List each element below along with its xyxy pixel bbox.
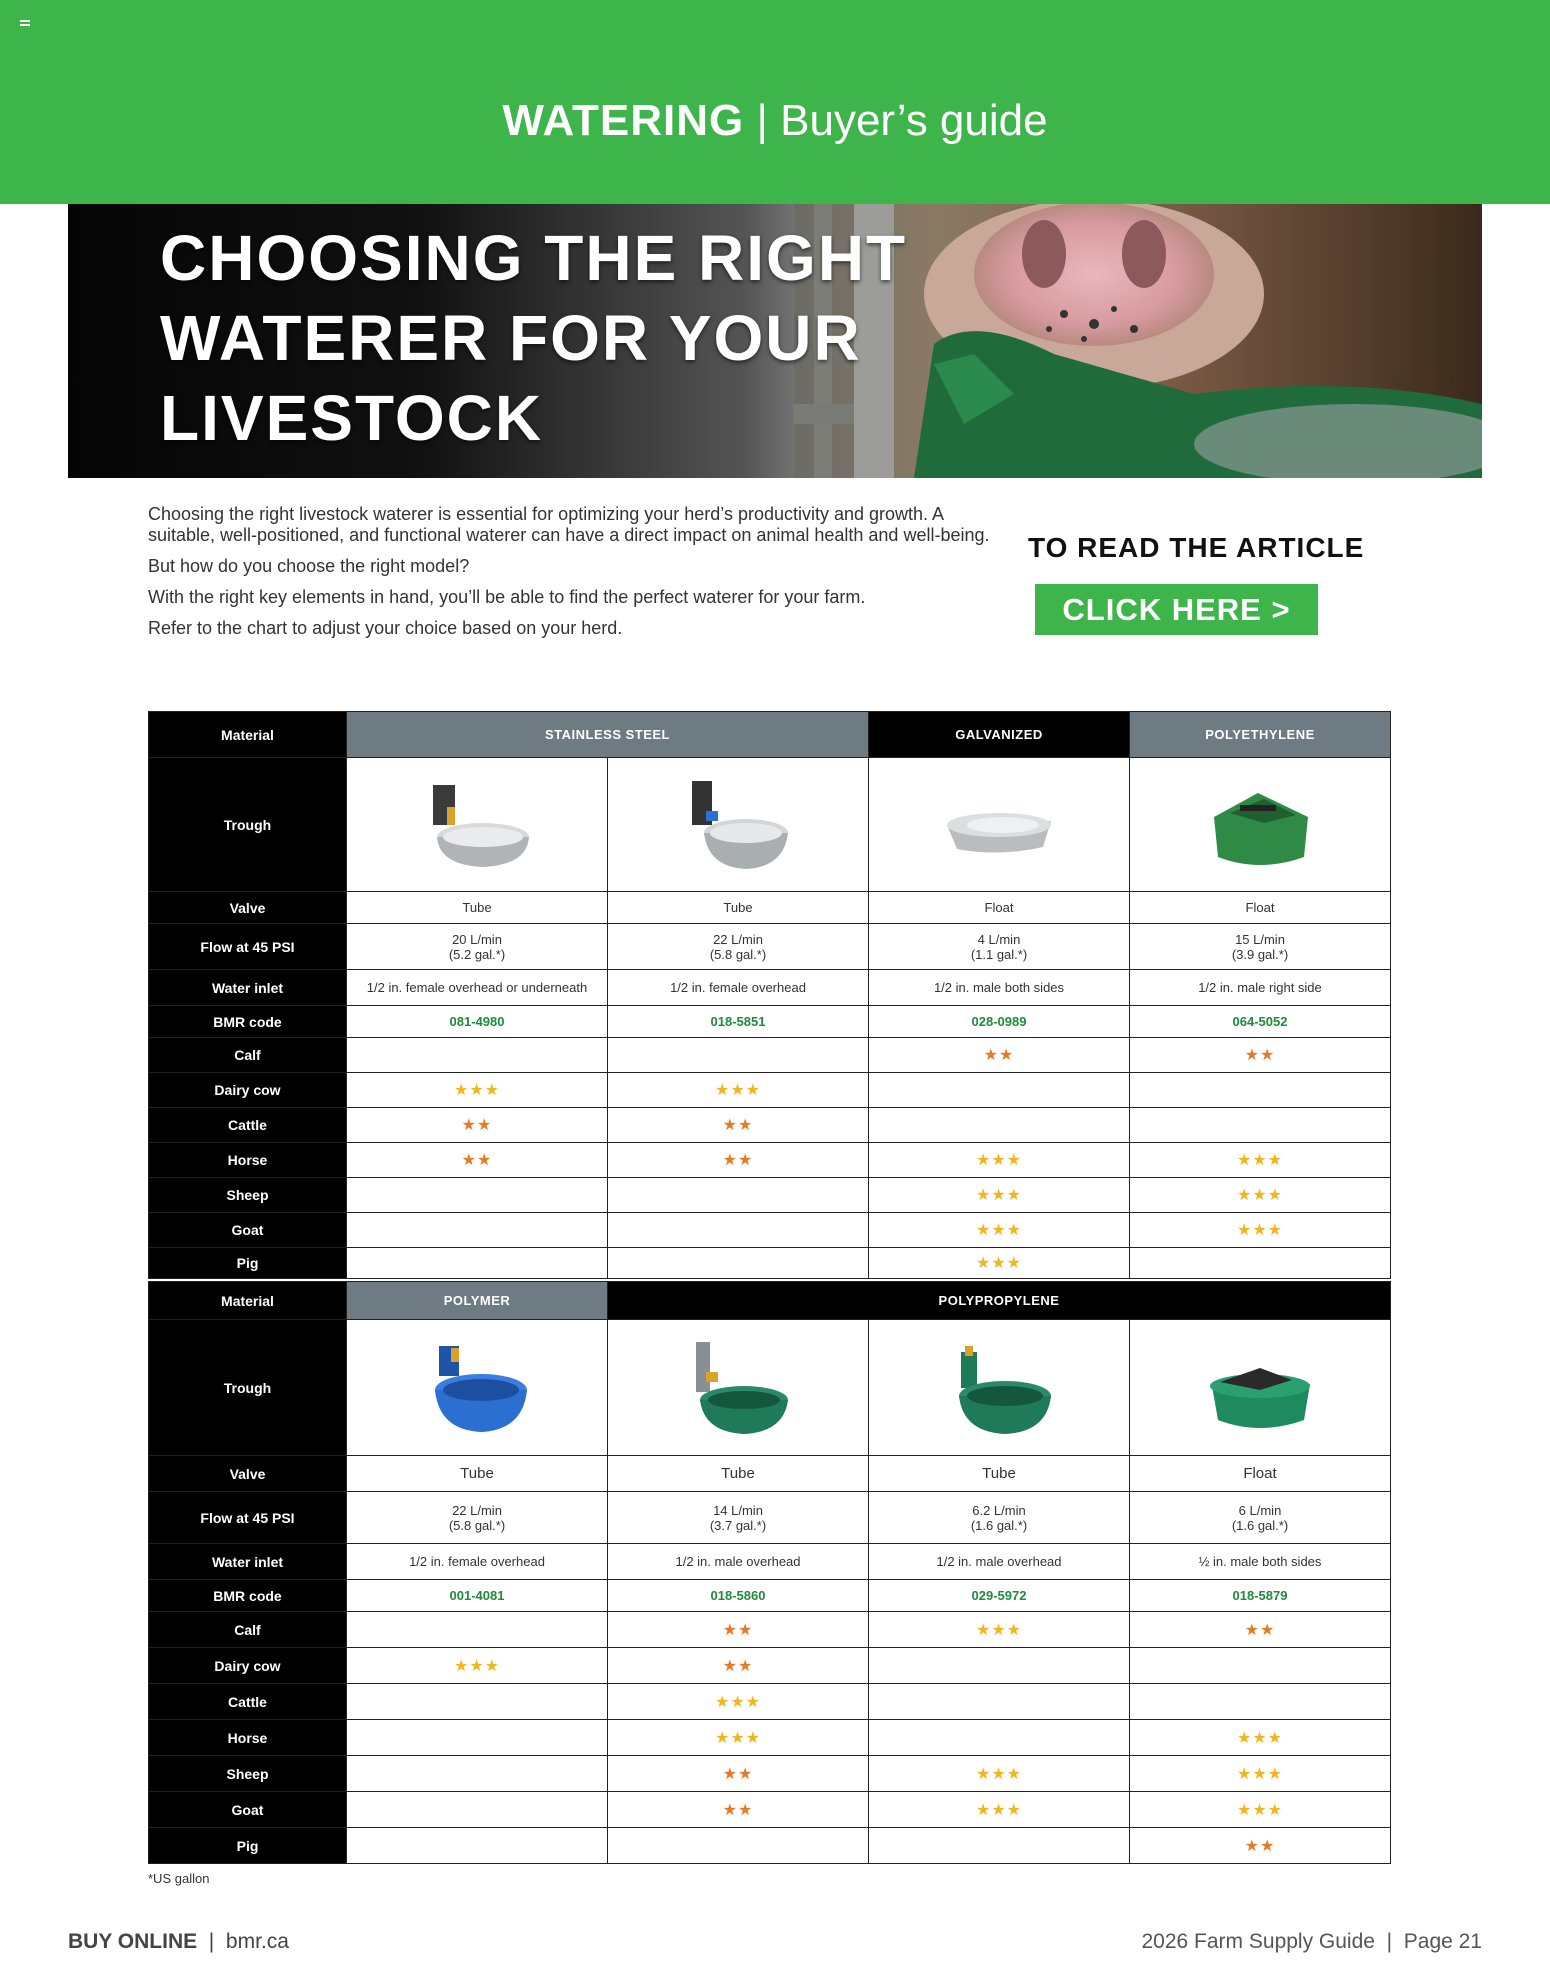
title-separator: | <box>744 96 781 145</box>
star-rating-icon: ★★★ <box>453 1082 501 1099</box>
section-name: WATERING <box>502 96 745 145</box>
flow-row <box>149 924 1391 970</box>
rating-cell <box>1130 1612 1391 1648</box>
trough-image-cell <box>869 1320 1130 1456</box>
stainless-bowl-081-4980-image <box>417 777 537 873</box>
flow-row <box>149 1492 1391 1544</box>
intro-paragraph-3: With the right key elements in hand, you’ll be able to find the perfect waterer for your farm. <box>148 587 866 607</box>
rating-cell <box>347 1720 608 1756</box>
rating-cell <box>347 1248 608 1279</box>
row-label-calf: Calf <box>149 1038 347 1073</box>
bmr-code-link[interactable]: 064-5052 <box>1130 1006 1391 1038</box>
inlet-row <box>149 1544 1391 1580</box>
rating-row-goat <box>149 1213 1391 1248</box>
rating-cell <box>869 1213 1130 1248</box>
trough-image-cell <box>869 758 1130 892</box>
rating-row-horse <box>149 1143 1391 1178</box>
valve-cell: Tube <box>347 1456 608 1492</box>
valve-cell: Tube <box>869 1456 1130 1492</box>
star-rating-icon: ★★ <box>722 1621 754 1639</box>
trough-image-cell <box>1130 758 1391 892</box>
row-label-valve: Valve <box>149 1456 347 1492</box>
row-label-pig: Pig <box>149 1248 347 1279</box>
star-rating-icon: ★★★ <box>1236 1765 1284 1783</box>
rating-row-sheep <box>149 1178 1391 1213</box>
section-subtitle: Buyer’s guide <box>780 96 1048 145</box>
star-rating-icon: ★★ <box>461 1117 493 1134</box>
row-label-dairy: Dairy cow <box>149 1648 347 1684</box>
rating-row-pig <box>149 1248 1391 1279</box>
rating-cell <box>869 1143 1130 1178</box>
rating-row-dairy <box>149 1648 1391 1684</box>
flow-cell <box>347 1492 608 1544</box>
material-polypropylene: POLYPROPYLENE <box>608 1282 1391 1320</box>
rating-cell <box>1130 1684 1391 1720</box>
flow-gal: (5.8 gal.*) <box>709 946 767 962</box>
row-label-goat: Goat <box>149 1213 347 1248</box>
material-galvanized: GALVANIZED <box>869 712 1130 758</box>
rating-cell <box>608 1248 869 1279</box>
rating-cell <box>608 1038 869 1073</box>
rating-row-cattle <box>149 1684 1391 1720</box>
star-rating-icon: ★★★ <box>975 1187 1023 1204</box>
row-label-calf: Calf <box>149 1612 347 1648</box>
row-label-cattle: Cattle <box>149 1108 347 1143</box>
rating-row-calf <box>149 1612 1391 1648</box>
rating-cell <box>347 1612 608 1648</box>
bmr-code-link[interactable]: 028-0989 <box>869 1006 1130 1038</box>
star-rating-icon: ★★★ <box>975 1255 1023 1272</box>
rating-cell <box>347 1684 608 1720</box>
star-rating-icon: ★★ <box>1244 1621 1276 1639</box>
rating-cell <box>347 1792 608 1828</box>
row-label-inlet: Water inlet <box>149 1544 347 1580</box>
flow-gal: (1.6 gal.*) <box>970 1517 1028 1533</box>
flow-gal: (3.9 gal.*) <box>1231 946 1289 962</box>
rating-row-cattle <box>149 1108 1391 1143</box>
intro-paragraph-2: But how do you choose the right model? <box>148 556 470 576</box>
flow-cell <box>869 1492 1130 1544</box>
rating-cell <box>869 1073 1130 1108</box>
rating-cell <box>1130 1648 1391 1684</box>
material-polyethylene: POLYETHYLENE <box>1130 712 1391 758</box>
rating-cell <box>869 1612 1130 1648</box>
polypropylene-bowl-018-5860-image <box>678 1338 798 1438</box>
rating-cell <box>1130 1248 1391 1279</box>
hero-title-line-3: LIVESTOCK <box>160 382 544 454</box>
valve-cell: Tube <box>608 892 869 924</box>
flow-gal: (1.6 gal.*) <box>1231 1517 1289 1533</box>
trough-image-cell <box>608 1320 869 1456</box>
row-label-flow: Flow at 45 PSI <box>149 924 347 970</box>
click-here-button[interactable]: CLICK HERE > <box>1035 584 1318 635</box>
rating-cell <box>608 1108 869 1143</box>
star-rating-icon: ★★★ <box>1236 1729 1284 1747</box>
flow-cell <box>1130 924 1391 970</box>
star-rating-icon: ★★★ <box>975 1621 1023 1639</box>
trough-image-cell <box>608 758 869 892</box>
valve-cell: Float <box>1130 892 1391 924</box>
valve-cell: Float <box>869 892 1130 924</box>
star-rating-icon: ★★★ <box>975 1222 1023 1239</box>
flow-gal: (5.2 gal.*) <box>448 946 506 962</box>
galvanized-bowl-028-0989-image <box>939 777 1059 873</box>
flow-cell <box>869 924 1130 970</box>
flow-gal: (5.8 gal.*) <box>448 1517 506 1533</box>
bmr-code-link[interactable]: 029-5972 <box>869 1580 1130 1612</box>
inlet-cell: ½ in. male both sides <box>1130 1544 1391 1580</box>
inlet-cell: 1/2 in. male overhead <box>869 1544 1130 1580</box>
code-row <box>149 1580 1391 1612</box>
rating-cell <box>1130 1143 1391 1178</box>
flow-gal: (1.1 gal.*) <box>970 946 1028 962</box>
hero-banner <box>68 204 1482 478</box>
star-rating-icon: ★★ <box>722 1801 754 1819</box>
footer-left <box>68 1930 289 1954</box>
rating-cell <box>1130 1108 1391 1143</box>
polypropylene-bowl-029-5972-image <box>939 1338 1059 1438</box>
star-rating-icon: ★★ <box>722 1152 754 1169</box>
row-label-code: BMR code <box>149 1006 347 1038</box>
rating-cell <box>1130 1756 1391 1792</box>
flow-lpm: 20 L/min <box>452 931 502 947</box>
material-stainless-steel: STAINLESS STEEL <box>347 712 869 758</box>
rating-cell <box>1130 1792 1391 1828</box>
flow-lpm: 6 L/min <box>1238 1502 1282 1518</box>
flow-cell <box>608 1492 869 1544</box>
row-label-horse: Horse <box>149 1720 347 1756</box>
intro-paragraph-1: Choosing the right livestock waterer is essential for optimizing your herd’s productivity and growth. A suitable, well-positioned, and functional waterer can have a direct impact on animal health and well-being. <box>148 504 990 545</box>
inlet-cell: 1/2 in. female overhead or underneath <box>347 970 608 1006</box>
rating-row-goat <box>149 1792 1391 1828</box>
rating-cell <box>347 1828 608 1864</box>
inlet-cell: 1/2 in. male both sides <box>869 970 1130 1006</box>
flow-cell <box>1130 1492 1391 1544</box>
material-row <box>149 1282 1391 1320</box>
flow-cell <box>608 924 869 970</box>
rating-row-pig <box>149 1828 1391 1864</box>
rating-cell <box>347 1073 608 1108</box>
star-rating-icon: ★★ <box>1244 1047 1276 1064</box>
rating-cell <box>869 1792 1130 1828</box>
row-label-trough: Trough <box>149 1320 347 1456</box>
row-label-sheep: Sheep <box>149 1756 347 1792</box>
inlet-row <box>149 970 1391 1006</box>
inlet-cell: 1/2 in. male right side <box>1130 970 1391 1006</box>
flow-gal: (3.7 gal.*) <box>709 1517 767 1533</box>
star-rating-icon: ★★ <box>722 1117 754 1134</box>
polyethylene-bowl-064-5052-image <box>1200 777 1320 873</box>
flow-lpm: 14 L/min <box>713 1502 763 1518</box>
rating-cell <box>1130 1038 1391 1073</box>
flow-lpm: 22 L/min <box>452 1502 502 1518</box>
row-label-dairy: Dairy cow <box>149 1073 347 1108</box>
row-label-code: BMR code <box>149 1580 347 1612</box>
star-rating-icon: ★★★ <box>714 1693 762 1711</box>
row-label-inlet: Water inlet <box>149 970 347 1006</box>
bmr-code-link[interactable]: 081-4980 <box>347 1006 608 1038</box>
code-row <box>149 1006 1391 1038</box>
rating-cell <box>608 1143 869 1178</box>
flow-cell <box>347 924 608 970</box>
rating-cell <box>869 1648 1130 1684</box>
rating-cell <box>608 1213 869 1248</box>
rating-cell <box>347 1178 608 1213</box>
rating-cell <box>347 1108 608 1143</box>
row-label-trough: Trough <box>149 758 347 892</box>
flow-lpm: 22 L/min <box>713 931 763 947</box>
rating-cell <box>1130 1720 1391 1756</box>
bmr-code-link[interactable]: 018-5851 <box>608 1006 869 1038</box>
trough-image-cell <box>347 758 608 892</box>
rating-cell <box>869 1038 1130 1073</box>
website-link[interactable]: | bmr.ca <box>197 1930 289 1953</box>
rating-cell <box>608 1612 869 1648</box>
page-info: 2026 Farm Supply Guide | Page 21 <box>1141 1930 1482 1953</box>
rating-row-sheep <box>149 1756 1391 1792</box>
row-label-material: Material <box>149 712 347 758</box>
rating-row-horse <box>149 1720 1391 1756</box>
star-rating-icon: ★★★ <box>975 1152 1023 1169</box>
star-rating-icon: ★★ <box>461 1152 493 1169</box>
star-rating-icon: ★★★ <box>975 1801 1023 1819</box>
valve-cell: Float <box>1130 1456 1391 1492</box>
rating-cell <box>608 1684 869 1720</box>
hero-title-line-2: WATERER FOR YOUR <box>160 302 862 374</box>
flow-lpm: 4 L/min <box>977 931 1021 947</box>
trough-row <box>149 758 1391 892</box>
rating-cell <box>869 1108 1130 1143</box>
hero-title <box>160 218 907 458</box>
rating-cell <box>1130 1073 1391 1108</box>
trough-row <box>149 1320 1391 1456</box>
rating-row-calf <box>149 1038 1391 1073</box>
page-section-title <box>0 96 1550 146</box>
waterer-comparison-table-1 <box>148 711 1391 1279</box>
rating-cell <box>1130 1178 1391 1213</box>
row-label-horse: Horse <box>149 1143 347 1178</box>
rating-cell <box>869 1720 1130 1756</box>
cta-label: TO READ THE ARTICLE <box>1028 532 1365 563</box>
hamburger-icon[interactable] <box>20 20 30 26</box>
rating-cell <box>869 1684 1130 1720</box>
row-label-sheep: Sheep <box>149 1178 347 1213</box>
rating-cell <box>347 1143 608 1178</box>
star-rating-icon: ★★★ <box>975 1765 1023 1783</box>
star-rating-icon: ★★ <box>1244 1837 1276 1855</box>
rating-cell <box>347 1648 608 1684</box>
bmr-code-link[interactable]: 018-5860 <box>608 1580 869 1612</box>
flow-lpm: 15 L/min <box>1235 931 1285 947</box>
material-row <box>149 712 1391 758</box>
rating-cell <box>608 1073 869 1108</box>
rating-cell <box>608 1792 869 1828</box>
polymer-bowl-001-4081-image <box>417 1338 537 1438</box>
rating-cell <box>1130 1828 1391 1864</box>
inlet-cell: 1/2 in. female overhead <box>347 1544 608 1580</box>
inlet-cell: 1/2 in. male overhead <box>608 1544 869 1580</box>
star-rating-icon: ★★★ <box>453 1657 501 1675</box>
rating-cell <box>608 1648 869 1684</box>
star-rating-icon: ★★ <box>722 1657 754 1675</box>
rating-cell <box>869 1248 1130 1279</box>
row-label-pig: Pig <box>149 1828 347 1864</box>
buy-online-label: BUY ONLINE <box>68 1930 198 1953</box>
flow-lpm: 6.2 L/min <box>972 1502 1026 1518</box>
row-label-goat: Goat <box>149 1792 347 1828</box>
row-label-valve: Valve <box>149 892 347 924</box>
stainless-bowl-018-5851-image <box>678 777 798 873</box>
hero-title-line-1: CHOOSING THE RIGHT <box>160 222 908 294</box>
star-rating-icon: ★★★ <box>1236 1222 1284 1239</box>
bmr-code-link[interactable]: 018-5879 <box>1130 1580 1391 1612</box>
row-label-material: Material <box>149 1282 347 1320</box>
star-rating-icon: ★★★ <box>714 1729 762 1747</box>
star-rating-icon: ★★ <box>722 1765 754 1783</box>
rating-cell <box>608 1756 869 1792</box>
rating-cell <box>1130 1213 1391 1248</box>
valve-cell: Tube <box>608 1456 869 1492</box>
rating-cell <box>608 1720 869 1756</box>
rating-cell <box>869 1178 1130 1213</box>
material-polymer: POLYMER <box>347 1282 608 1320</box>
star-rating-icon: ★★★ <box>1236 1152 1284 1169</box>
rating-cell <box>347 1756 608 1792</box>
star-rating-icon: ★★ <box>983 1047 1015 1064</box>
trough-image-cell <box>347 1320 608 1456</box>
rating-row-dairy <box>149 1073 1391 1108</box>
star-rating-icon: ★★★ <box>1236 1801 1284 1819</box>
trough-image-cell <box>1130 1320 1391 1456</box>
star-rating-icon: ★★★ <box>714 1082 762 1099</box>
intro-text <box>148 504 1008 649</box>
rating-cell <box>869 1756 1130 1792</box>
rating-cell <box>347 1038 608 1073</box>
row-label-cattle: Cattle <box>149 1684 347 1720</box>
inlet-cell: 1/2 in. female overhead <box>608 970 869 1006</box>
valve-cell: Tube <box>347 892 608 924</box>
header-bar <box>0 0 1550 204</box>
bmr-code-link[interactable]: 001-4081 <box>347 1580 608 1612</box>
valve-row <box>149 892 1391 924</box>
row-label-flow: Flow at 45 PSI <box>149 1492 347 1544</box>
rating-cell <box>347 1213 608 1248</box>
rating-cell <box>608 1828 869 1864</box>
valve-row <box>149 1456 1391 1492</box>
rating-cell <box>608 1178 869 1213</box>
rating-cell <box>869 1828 1130 1864</box>
intro-paragraph-4: Refer to the chart to adjust your choice based on your herd. <box>148 618 623 638</box>
polypropylene-bowl-018-5879-image <box>1200 1338 1320 1438</box>
footnote: *US gallon <box>148 1871 210 1886</box>
star-rating-icon: ★★★ <box>1236 1187 1284 1204</box>
waterer-comparison-table-2 <box>148 1281 1391 1864</box>
